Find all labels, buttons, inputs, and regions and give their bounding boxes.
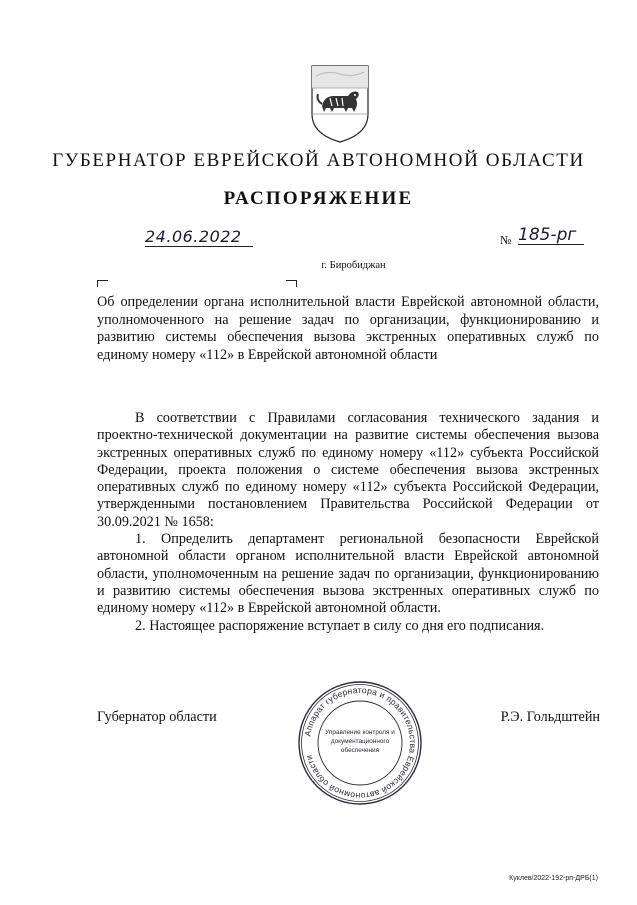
- signer-name: Р.Э. Гольдштейн: [500, 709, 600, 725]
- stamp-outer-text: Аппарат губернатора и правительства Еврейской автономной области: [302, 684, 419, 802]
- coat-of-arms-tiger-icon: [308, 62, 372, 144]
- subject-corner-left: [97, 280, 108, 287]
- document-type-title: РАСПОРЯЖЕНИЕ: [223, 188, 414, 209]
- registry-footer-code: Куклев/2022-192-рп-ДРБ(1): [509, 875, 598, 882]
- decree-body: [97, 410, 599, 635]
- item-2-paragraph: 2. Настоящее распоряжение вступает в силу со дня его подписания.: [135, 617, 545, 634]
- stamp-inner-line-2: документационного: [330, 738, 390, 745]
- preamble-paragraph: В соответствии с Правилами согласования технического задания и проектно-технической документации на развитие системы обеспечения вызова экстренных оперативных служб по единому номеру «112» субъекта Российской Федерации, проекта положения о системе обеспечения вызова экстренных оперативных служб по единому номеру «112» субъекта Российской Федерации, утвержденными постановлением Правительства Российской Федерации от 30.09.2021 № 1658:: [97, 410, 599, 530]
- signer-position: Губернатор области: [97, 709, 217, 725]
- item-1-paragraph: 1. Определить департамент региональной безопасности Еврейской автономной области органом исполнительной власти Еврейской автономной области, уполномоченным на решение задач по организации, функционированию и развитию системы обеспечения вызова экстренных оперативных служб по единому номеру «112» в Еврейской автономной области.: [97, 531, 599, 617]
- decree-date: 24.06.2022: [145, 228, 253, 247]
- decree-subject: Об определении органа исполнительной власти Еврейской автономной области, уполномоченного на решение задач по организации, функционированию и развитию системы обеспечения вызова экстренных оперативных служб по единому номеру «112» в Еврейской автономной области: [97, 294, 599, 363]
- subject-corner-right: [286, 280, 297, 287]
- governor-title: ГУБЕРНАТОР ЕВРЕЙСКОЙ АВТОНОМНОЙ ОБЛАСТИ: [52, 150, 585, 171]
- city-name: г. Биробиджан: [321, 260, 386, 271]
- stamp-inner-line-3: обеспечения: [340, 747, 380, 754]
- decree-number: 185-рг: [518, 226, 584, 245]
- official-stamp: [295, 678, 425, 808]
- number-label: №: [500, 233, 512, 247]
- stamp-inner-line-1: Управление контроля и: [325, 729, 395, 736]
